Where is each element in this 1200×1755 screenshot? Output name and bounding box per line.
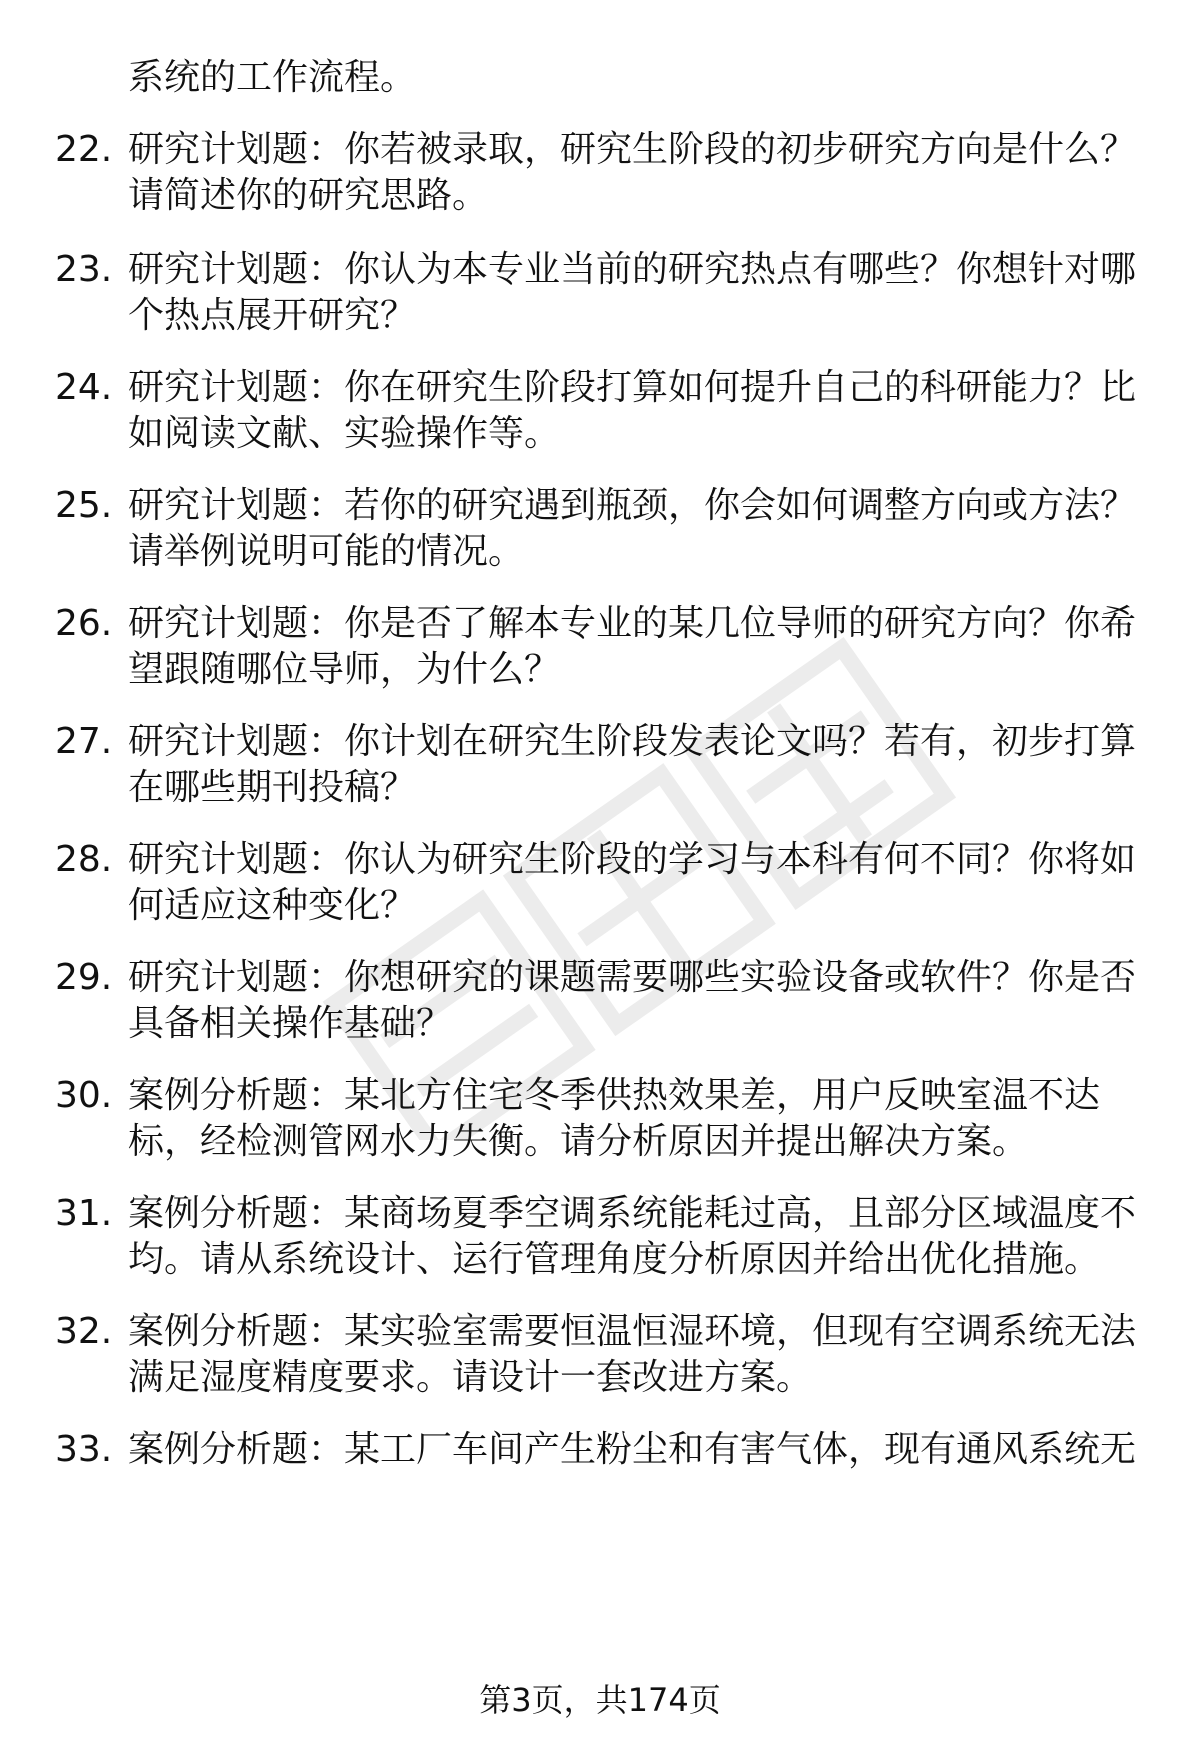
list-item-text: 研究计划题：你认为研究生阶段的学习与本科有何不同？你将如 (128, 839, 1137, 880)
item-number: 28. (55, 839, 113, 880)
list-item-text: 请举例说明可能的情况。 (128, 531, 525, 572)
list-item-text: 案例分析题：某商场夏季空调系统能耗过高，且部分区域温度不 (128, 1193, 1137, 1234)
item-number: 23. (55, 249, 113, 290)
list-item-text: 请简述你的研究思路。 (128, 175, 489, 216)
item-number: 30. (55, 1075, 113, 1116)
list-item-text: 均。请从系统设计、运行管理角度分析原因并给出优化措施。 (128, 1239, 1101, 1280)
item-number: 33. (55, 1429, 113, 1470)
list-item-text: 研究计划题：你若被录取，研究生阶段的初步研究方向是什么？ (128, 129, 1137, 170)
item-number: 29. (55, 957, 113, 998)
page-footer: 第3页，共174页 (479, 1681, 721, 1719)
list-item-text: 在哪些期刊投稿？ (128, 767, 417, 808)
list-item-text: 案例分析题：某实验室需要恒温恒湿环境，但现有空调系统无法 (128, 1311, 1137, 1352)
item-number: 22. (55, 129, 113, 170)
list-item-text: 如阅读文献、实验操作等。 (128, 413, 561, 454)
list-item-text: 望跟随哪位导师，为什么？ (128, 649, 561, 690)
list-item-text: 个热点展开研究？ (128, 295, 417, 336)
list-item-text: 案例分析题：某工厂车间产生粉尘和有害气体，现有通风系统无 (128, 1429, 1137, 1470)
list-item-text: 满足湿度精度要求。请设计一套改进方案。 (128, 1357, 813, 1398)
item-number: 26. (55, 603, 113, 644)
list-item-text: 系统的工作流程。 (128, 57, 417, 98)
list-item-text: 研究计划题：若你的研究遇到瓶颈，你会如何调整方向或方法？ (128, 485, 1137, 526)
list-item-text: 研究计划题：你认为本专业当前的研究热点有哪些？你想针对哪 (128, 249, 1137, 290)
list-item-text: 研究计划题：你想研究的课题需要哪些实验设备或软件？你是否 (128, 957, 1137, 998)
list-item-text: 具备相关操作基础？ (128, 1003, 453, 1044)
list-item-text: 标，经检测管网水力失衡。请分析原因并提出解决方案。 (128, 1121, 1029, 1162)
item-number: 32. (55, 1311, 113, 1352)
list-item-text: 研究计划题：你是否了解本专业的某几位导师的研究方向？你希 (128, 603, 1137, 644)
item-number: 27. (55, 721, 113, 762)
item-number: 31. (55, 1193, 113, 1234)
item-number: 25. (55, 485, 113, 526)
list-item-text: 研究计划题：你在研究生阶段打算如何提升自己的科研能力？比 (128, 367, 1137, 408)
item-number: 24. (55, 367, 113, 408)
list-item-text: 研究计划题：你计划在研究生阶段发表论文吗？若有，初步打算 (128, 721, 1137, 762)
list-item-text: 何适应这种变化？ (128, 885, 417, 926)
list-item-text: 案例分析题：某北方住宅冬季供热效果差，用户反映室温不达 (128, 1075, 1101, 1116)
